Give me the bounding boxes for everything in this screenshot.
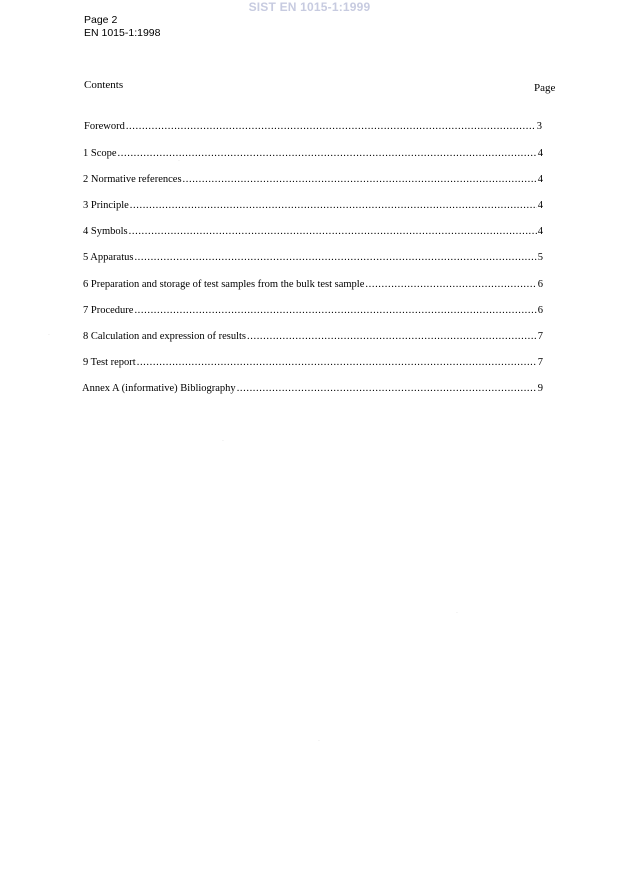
toc-entry-page: 4	[537, 148, 543, 159]
scan-speck: ·	[222, 438, 224, 445]
toc-entry-title: 5 Apparatus	[83, 252, 134, 263]
toc-dot-leader	[183, 173, 537, 186]
toc-entry-page: 4	[537, 200, 543, 211]
toc-entry-title: 4 Symbols	[83, 226, 128, 237]
page-number-header: Page 2	[84, 14, 118, 26]
toc-entry-title: 9 Test report	[83, 357, 136, 368]
toc-entry-foreword	[84, 120, 542, 133]
toc-entry-page: 6	[537, 305, 543, 316]
toc-entry-normative-references	[83, 173, 543, 186]
toc-entry-procedure	[83, 304, 543, 317]
toc-entry-apparatus	[83, 251, 543, 264]
page-column-heading: Page	[534, 82, 556, 94]
toc-dot-leader	[247, 330, 537, 343]
toc-entry-title: Foreword	[84, 121, 125, 132]
scan-speck: ·	[318, 738, 320, 745]
contents-heading: Contents	[84, 79, 124, 91]
toc-entry-page: 5	[537, 252, 543, 263]
toc-entry-scope	[83, 147, 543, 160]
toc-entry-preparation-storage	[83, 278, 543, 291]
toc-entry-page: 3	[536, 121, 542, 132]
toc-entry-page: 9	[537, 383, 543, 394]
toc-dot-leader	[126, 120, 536, 133]
toc-entry-title: 3 Principle	[83, 200, 129, 211]
toc-dot-leader	[237, 382, 537, 395]
scan-speck: ·	[456, 610, 458, 617]
toc-entry-principle	[83, 199, 543, 212]
toc-entry-calculation-results	[83, 330, 543, 343]
toc-entry-page: 7	[537, 331, 543, 342]
standard-number-header: EN 1015-1:1998	[84, 27, 161, 39]
scan-speck: ·	[178, 158, 180, 165]
toc-dot-leader	[134, 304, 536, 317]
toc-entry-symbols	[83, 225, 543, 238]
toc-entry-title: 6 Preparation and storage of test samples from the bulk test sample	[83, 279, 365, 290]
toc-entry-title: 7 Procedure	[83, 305, 134, 316]
toc-dot-leader	[129, 225, 537, 238]
toc-dot-leader	[137, 356, 537, 369]
toc-entry-annex-a-bibliography	[82, 382, 543, 395]
toc-entry-title: Annex A (informative) Bibliography	[82, 383, 236, 394]
scan-speck: ·	[48, 332, 50, 339]
watermark: SIST EN 1015-1:1999	[248, 0, 371, 14]
toc-entry-title: 8 Calculation and expression of results	[83, 331, 247, 342]
toc-entry-title: 1 Scope	[83, 148, 117, 159]
toc-dot-leader	[118, 147, 537, 160]
toc-dot-leader	[365, 278, 536, 291]
toc-entry-page: 4	[537, 226, 543, 237]
toc-dot-leader	[130, 199, 537, 212]
toc-dot-leader	[134, 251, 536, 264]
toc-entry-title: 2 Normative references	[83, 174, 182, 185]
toc-entry-page: 4	[537, 174, 543, 185]
toc-entry-page: 6	[537, 279, 543, 290]
toc-entry-page: 7	[537, 357, 543, 368]
toc-entry-test-report	[83, 356, 543, 369]
